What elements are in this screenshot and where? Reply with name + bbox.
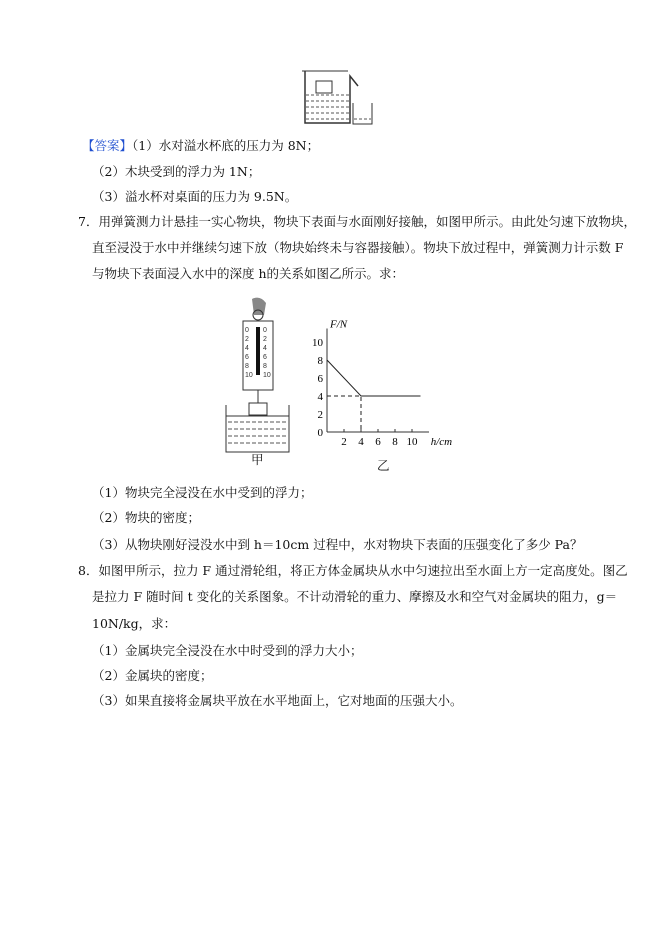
y-tick-label: 8 <box>317 355 323 367</box>
scale-tick-label: 6 <box>245 354 249 361</box>
scale-tick-label: 10 <box>245 372 253 379</box>
question-7-text: 7．用弹簧测力计悬挂一实心物块，物块下表面与水面刚好接触，如图甲所示。由此处匀速下放物块， <box>78 214 636 229</box>
question-7-sub: （2）物块的密度； <box>92 510 200 525</box>
spring-scale-figure <box>225 297 295 457</box>
x-tick-label: 6 <box>375 436 381 448</box>
question-8-sub: （2）金属块的密度； <box>92 668 213 683</box>
y-axis-label: F/N <box>330 318 348 331</box>
scale-tick-label: 10 <box>263 372 271 379</box>
figure-label-yi: 乙 <box>377 458 390 473</box>
y-tick-label: 10 <box>312 337 323 349</box>
y-tick-label: 4 <box>317 391 323 403</box>
scale-tick-label: 0 <box>263 327 267 334</box>
overflow-cup-figure <box>300 68 380 128</box>
scale-tick-label: 0 <box>245 327 249 334</box>
question-8-text: 是拉力 F 随时间 t 变化的关系图象。不计动滑轮的重力、摩擦及水和空气对金属块的阻力，g＝ <box>92 589 618 604</box>
question-8-sub: （1）金属块完全浸没在水中时受到的浮力大小； <box>92 643 363 658</box>
y-tick-label: 2 <box>317 409 323 421</box>
scale-tick-label: 8 <box>263 363 267 370</box>
question-7-sub: （3）从物块刚好浸没水中到 h＝10cm 过程中，水对物块下表面的压强变化了多少 Pa？ <box>92 537 583 552</box>
y-tick-label: 6 <box>317 373 323 385</box>
figure-label-jia: 甲 <box>251 452 264 467</box>
scale-tick-label: 2 <box>245 336 249 343</box>
answer-line: （3）溢水杯对桌面的压力为 9.5N。 <box>92 189 298 204</box>
x-tick-label: 4 <box>358 436 364 448</box>
x-axis-label: h/cm <box>430 436 453 448</box>
guide-line <box>327 396 361 432</box>
question-8-text: 8．如图甲所示，拉力 F 通过滑轮组，将正方体金属块从水中匀速拉出至水面上方一定高度处。图乙 <box>78 563 628 578</box>
scale-tick-label: 6 <box>263 354 267 361</box>
question-8-sub: （3）如果直接将金属块平放在水平地面上，它对地面的压强大小。 <box>92 693 463 708</box>
x-tick-label: 10 <box>406 436 418 448</box>
scale-tick-label: 4 <box>245 345 249 352</box>
y-tick-label: 0 <box>317 427 323 439</box>
scale-tick-label: 4 <box>263 345 267 352</box>
question-7-text: 与物块下表面浸入水中的深度 h的关系如图乙所示。求： <box>92 266 405 281</box>
answer-line: （1）水对溢水杯底的压力为 8N； <box>132 138 320 153</box>
force-depth-chart <box>300 320 460 450</box>
x-tick-label: 8 <box>392 436 398 448</box>
series-line <box>327 360 421 396</box>
question-7-text: 直至浸没于水中并继续匀速下放（物块始终未与容器接触）。物块下放过程中，弹簧测力计示数 F <box>92 240 624 255</box>
question-8-text: 10N/kg，求： <box>92 616 177 631</box>
answer-tag: 【答案】 <box>82 138 133 153</box>
question-7-sub: （1）物块完全浸没在水中受到的浮力； <box>92 485 313 500</box>
scale-tick-label: 2 <box>263 336 267 343</box>
answer-line: （2）木块受到的浮力为 1N； <box>92 164 261 179</box>
scale-tick-label: 8 <box>245 363 249 370</box>
x-tick-label: 2 <box>341 436 347 448</box>
